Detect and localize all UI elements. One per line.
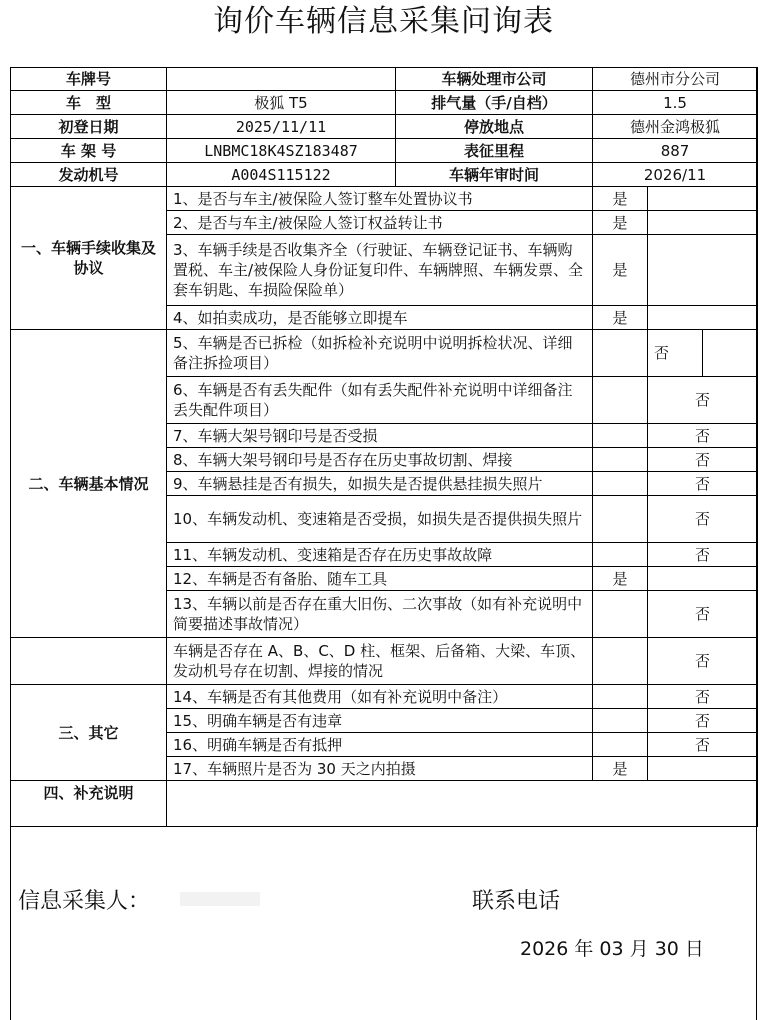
answer-yes (593, 472, 648, 496)
branch-value: 德州市分公司 (593, 68, 758, 91)
answer-yes: 是 (593, 187, 648, 211)
parking-label: 停放地点 (396, 115, 593, 139)
answer-no (648, 306, 758, 330)
question-text: 4、如拍卖成功，是否能够立即提车 (167, 306, 593, 330)
header-row-engine (11, 163, 758, 187)
model-value: 极狐 T5 (167, 91, 396, 115)
answer-no: 否 (648, 377, 758, 424)
header-row-vin (11, 139, 758, 163)
table-row (11, 330, 758, 377)
section1-title: 一、车辆手续收集及协议 (11, 187, 167, 330)
answer-no: 否 (648, 424, 758, 448)
question-text: 1、是否与车主/被保险人签订整车处置协议书 (167, 187, 593, 211)
blank-cell (703, 330, 758, 377)
answer-yes (593, 330, 648, 377)
plate-value (167, 68, 396, 91)
table-row (11, 781, 758, 827)
answer-yes: 是 (593, 211, 648, 235)
question-text: 3、车辆手续是否收集齐全（行驶证、车辆登记证书、车辆购置税、车主/被保险人身份证复印件、车辆牌照、车辆发票、全套车钥匙、车损险保险单） (167, 235, 593, 306)
answer-yes: 是 (593, 757, 648, 781)
answer-no: 否 (648, 685, 758, 709)
answer-no: 否 (648, 448, 758, 472)
question-text: 16、明确车辆是否有抵押 (167, 733, 593, 757)
answer-yes (593, 591, 648, 638)
engine-value: A004S115122 (167, 163, 396, 187)
question-text: 车辆是否存在 A、B、C、D 柱、框架、后备箱、大梁、车顶、发动机号存在切割、焊接的情况 (167, 638, 593, 685)
question-text: 6、车辆是否有丢失配件（如有丢失配件补充说明中详细备注丢失配件项目） (167, 377, 593, 424)
answer-yes (593, 685, 648, 709)
reg-date-label: 初登日期 (11, 115, 167, 139)
blank-cell (11, 638, 167, 685)
section2-title: 二、车辆基本情况 (11, 330, 167, 638)
mileage-value: 887 (593, 139, 758, 163)
question-text: 2、是否与车主/被保险人签订权益转让书 (167, 211, 593, 235)
answer-no: 否 (648, 472, 758, 496)
answer-no (648, 757, 758, 781)
supplement-content (167, 781, 758, 827)
table-row (11, 187, 758, 211)
header-row-plate (11, 68, 758, 91)
displacement-value: 1.5 (593, 91, 758, 115)
question-text: 17、车辆照片是否为 30 天之内拍摄 (167, 757, 593, 781)
answer-yes (593, 638, 648, 685)
plate-label: 车牌号 (11, 68, 167, 91)
inspection-label: 车辆年审时间 (396, 163, 593, 187)
parking-value: 德州金鸿极狐 (593, 115, 758, 139)
question-text: 15、明确车辆是否有违章 (167, 709, 593, 733)
engine-label: 发动机号 (11, 163, 167, 187)
answer-no: 否 (648, 330, 703, 377)
section4-title: 四、补充说明 (11, 781, 167, 827)
form-title: 询价车辆信息采集问询表 (213, 4, 554, 39)
question-text: 5、车辆是否已拆检（如拆检补充说明中说明拆检状况、详细备注拆捡项目） (167, 330, 593, 377)
question-text: 13、车辆以前是否存在重大旧伤、二次事故（如有补充说明中简要描述事故情况） (167, 591, 593, 638)
question-text: 14、车辆是否有其他费用（如有补充说明中备注） (167, 685, 593, 709)
answer-yes (593, 424, 648, 448)
answer-no: 否 (648, 733, 758, 757)
reg-date-value: 2025/11/11 (167, 115, 396, 139)
model-label: 车 型 (11, 91, 167, 115)
question-text: 12、车辆是否有备胎、随车工具 (167, 567, 593, 591)
answer-no: 否 (648, 709, 758, 733)
answer-no: 否 (648, 591, 758, 638)
answer-yes: 是 (593, 235, 648, 306)
vin-label: 车 架 号 (11, 139, 167, 163)
answer-no: 否 (648, 496, 758, 543)
answer-no (648, 235, 758, 306)
form-date: 2026 年 03 月 30 日 (520, 938, 704, 960)
answer-no: 否 (648, 638, 758, 685)
answer-yes (593, 543, 648, 567)
table-row (11, 685, 758, 709)
question-text: 11、车辆发动机、变速箱是否存在历史事故故障 (167, 543, 593, 567)
header-row-regdate (11, 115, 758, 139)
answer-yes: 是 (593, 306, 648, 330)
answer-no (648, 211, 758, 235)
answer-no: 否 (648, 543, 758, 567)
answer-no (648, 187, 758, 211)
phone-label: 联系电话 (472, 889, 560, 914)
question-text: 9、车辆悬挂是否有损失，如损失是否提供悬挂损失照片 (167, 472, 593, 496)
table-row (11, 638, 758, 685)
branch-label: 车辆处理市公司 (396, 68, 593, 91)
inspection-value: 2026/11 (593, 163, 758, 187)
displacement-label: 排气量（手/自档） (396, 91, 593, 115)
question-text: 7、车辆大架号钢印号是否受损 (167, 424, 593, 448)
section3-title: 三、其它 (11, 685, 167, 781)
header-row-model (11, 91, 758, 115)
question-text: 8、车辆大架号钢印号是否存在历史事故切割、焊接 (167, 448, 593, 472)
mileage-label: 表征里程 (396, 139, 593, 163)
answer-yes: 是 (593, 567, 648, 591)
answer-yes (593, 496, 648, 543)
answer-yes (593, 709, 648, 733)
answer-no (648, 567, 758, 591)
answer-yes (593, 733, 648, 757)
inquiry-form-table (10, 67, 758, 827)
answer-yes (593, 448, 648, 472)
answer-yes (593, 377, 648, 424)
question-text: 10、车辆发动机、变速箱是否受损，如损失是否提供损失照片 (167, 496, 593, 543)
vin-value: LNBMC18K4SZ183487 (167, 139, 396, 163)
collector-redacted (180, 892, 260, 906)
collector-label: 信息采集人： (18, 889, 151, 914)
